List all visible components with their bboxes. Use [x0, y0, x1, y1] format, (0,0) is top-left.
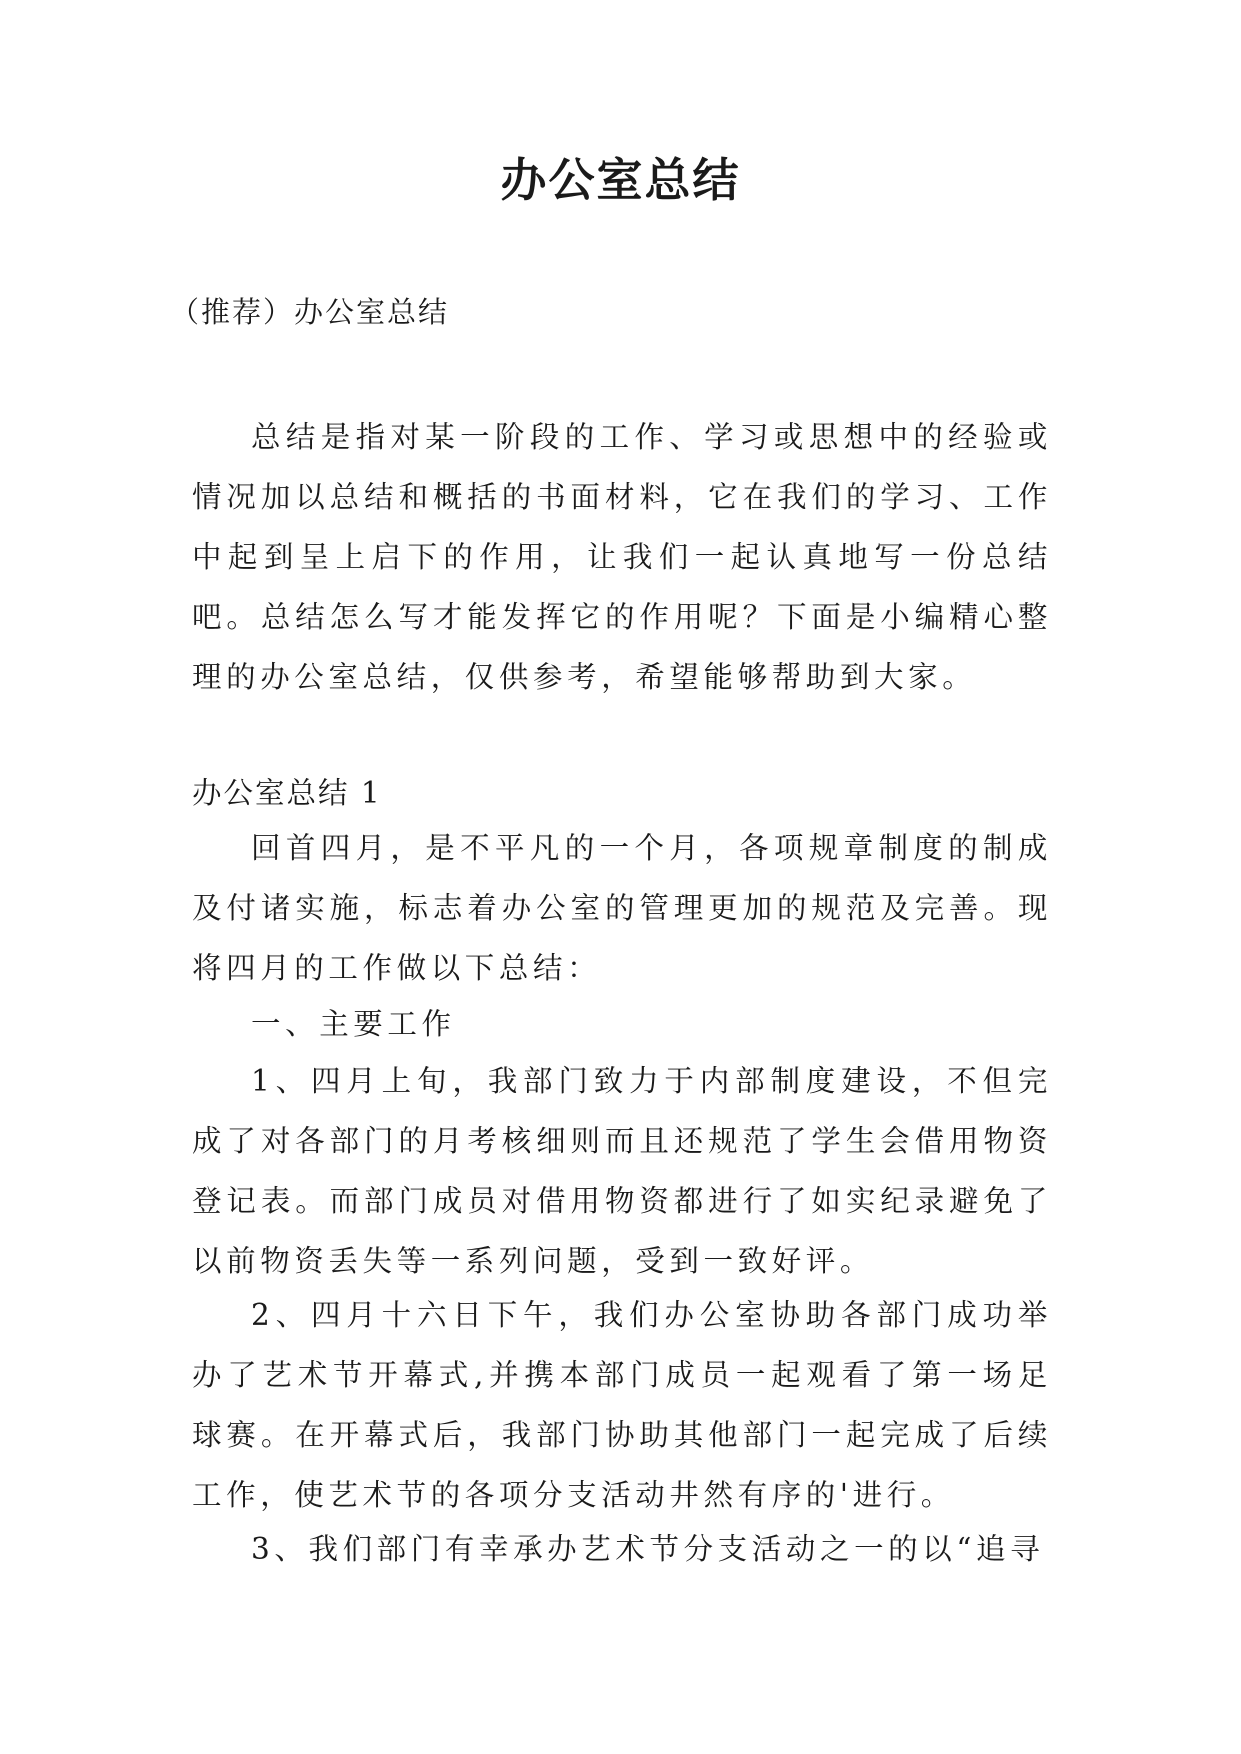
section-title: 办公室总结 1: [192, 776, 382, 810]
section-paragraph: 回首四月，是不平凡的一个月，各项规章制度的制成及付诸实施，标志着办公室的管理更加的规范及完善。现将四月的工作做以下总结：: [192, 831, 1052, 985]
list-item: 3、我们部门有幸承办艺术节分支活动之一的以“追寻: [251, 1532, 1045, 1566]
list-item: 2、四月十六日下午，我们办公室协助各部门成功举办了艺术节开幕式,并携本部门成员一起观看了第一场足球赛。在开幕式后，我部门协助其他部门一起完成了后续工作，使艺术节的各项分支活动井然有序的'进行。: [192, 1298, 1052, 1512]
subsection-heading: 一、主要工作: [251, 1007, 456, 1041]
document-subtitle: （推荐）办公室总结: [170, 295, 450, 329]
list-item: 1、四月上旬，我部门致力于内部制度建设，不但完成了对各部门的月考核细则而且还规范了学生会借用物资登记表。而部门成员对借用物资都进行了如实纪录避免了以前物资丢失等一系列问题，受到一致好评。: [192, 1064, 1052, 1278]
document-title: 办公室总结: [500, 153, 741, 207]
intro-paragraph: 总结是指对某一阶段的工作、学习或思想中的经验或情况加以总结和概括的书面材料，它在我们的学习、工作中起到呈上启下的作用，让我们一起认真地写一份总结吧。总结怎么写才能发挥它的作用呢？下面是小编精心整理的办公室总结，仅供参考，希望能够帮助到大家。: [192, 420, 1052, 694]
